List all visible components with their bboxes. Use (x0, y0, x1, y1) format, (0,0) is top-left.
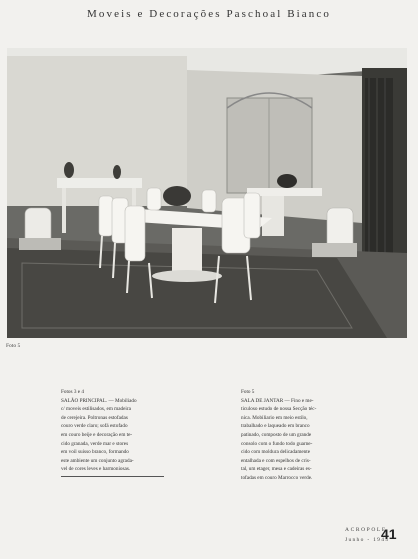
right-text-column (241, 388, 353, 483)
text-line: ticuloso estudo de nossa Secção téc- (241, 406, 317, 413)
right-column-body (241, 397, 353, 483)
text-line: couro verde claro; sofá estofado (61, 423, 128, 430)
text-line: cido com moldura delicadamente (241, 449, 310, 456)
text-line: trabalhado e laqueado em branco (241, 423, 310, 430)
issue-date: Junho - 1945 (345, 537, 390, 543)
magazine-name: ACROPOLE (345, 527, 387, 533)
text-line: cido granada, verde mar e stores (61, 440, 129, 447)
left-column-body (61, 397, 164, 477)
text-line: consolo com o fundo todo guarne- (241, 440, 313, 447)
page-number: 41 (381, 526, 397, 542)
text-line: em voil suisso branco, formando (61, 449, 129, 456)
text-line: patinado, composto de um grande (241, 431, 312, 438)
text-line: em couro beije e decoração em te- (61, 431, 133, 438)
page-header-title: Moveis e Decorações Paschoal Bianco (87, 8, 331, 20)
left-text-column (61, 388, 164, 477)
column-end-rule (61, 476, 164, 477)
text-line: SALA DE JANTAR — Fino e me- (241, 397, 314, 404)
text-line: nica. Mobiliario em meio estilo, (241, 414, 308, 421)
text-line: SALÃO PRINCIPAL. — Mobiliado (61, 397, 137, 404)
text-line: tofadas em couro Marrocco verde. (241, 474, 313, 481)
dining-room-photo (7, 48, 407, 338)
text-line: este ambiente um conjunto agrada- (61, 457, 134, 464)
text-line: tal, um etager, mesa e cadeiras es- (241, 466, 312, 473)
left-column-heading: Fotos 3 e 4 (61, 389, 84, 395)
text-line: c/ moveis estilisados, em madeira (61, 406, 131, 413)
text-line: de cerejeira. Poltronas estofadas (61, 414, 128, 421)
photo-caption: Foto 5 (6, 343, 21, 349)
text-line: vel de cores leves e harmoniosas. (61, 466, 131, 473)
text-line: entalhada e com espelhos de cris- (241, 457, 311, 464)
right-column-heading: Foto 5 (241, 389, 255, 395)
